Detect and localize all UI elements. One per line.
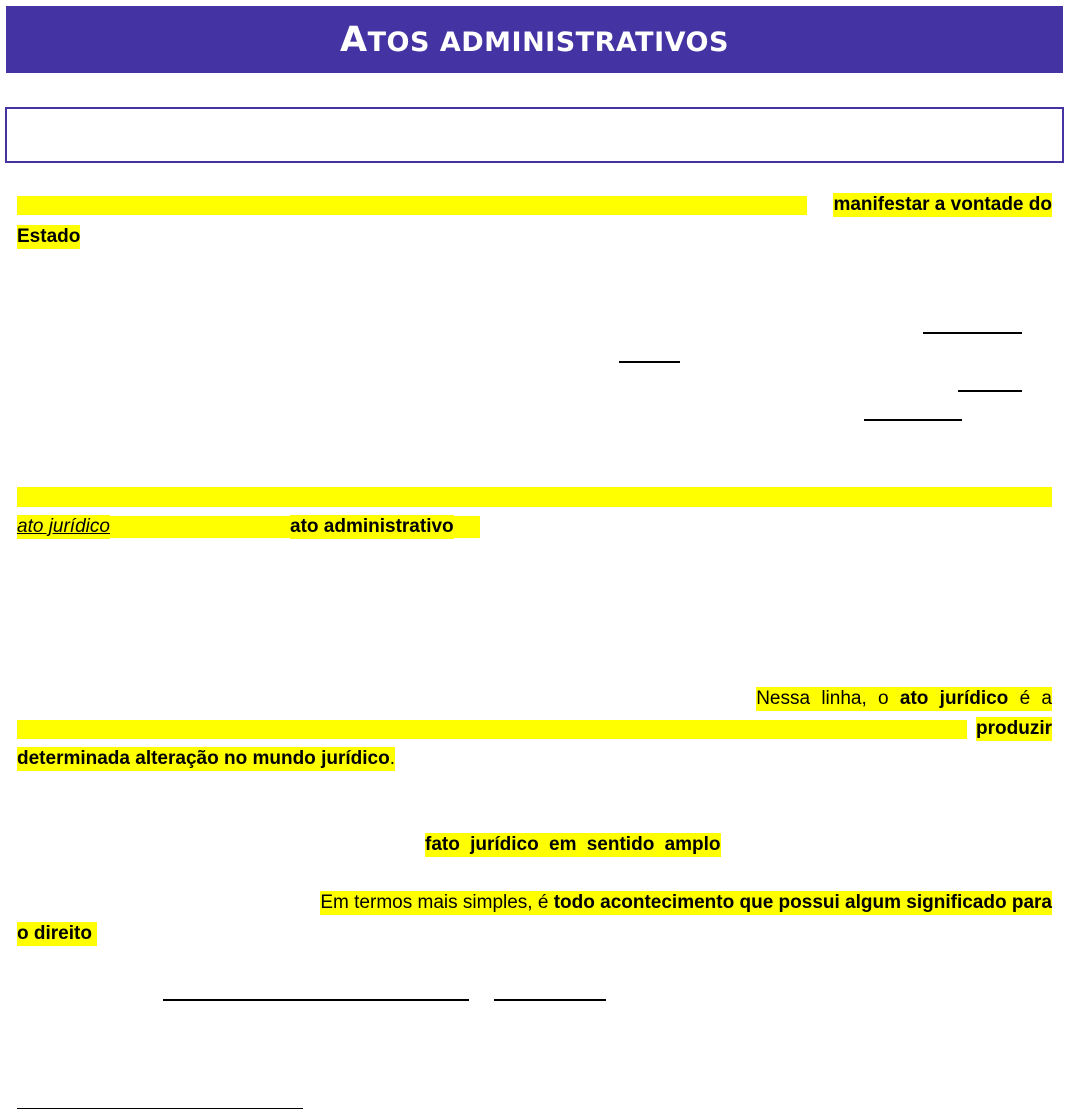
underline-mark <box>494 999 606 1001</box>
summary-box <box>5 107 1064 163</box>
para3-line1: Nessa linha, o ato jurídico é a <box>756 688 1052 709</box>
term-ato-administrativo: ato administrativo <box>290 516 454 537</box>
underline-mark <box>864 419 962 421</box>
highlight-band <box>17 196 807 215</box>
chapter-title: ATOS ADMINISTRATIVOS <box>340 19 729 60</box>
term-fato-juridico: fato jurídico em sentido amplo <box>425 834 721 855</box>
highlight-band <box>17 720 967 739</box>
highlight-band <box>17 487 1052 507</box>
footnote-separator <box>17 1108 303 1109</box>
para3-bold-produzir: produzir <box>976 718 1052 739</box>
para3-line3: determinada alteração no mundo jurídico. <box>17 748 395 769</box>
chapter-header-banner <box>6 6 1063 73</box>
underline-mark <box>923 332 1022 334</box>
para5-line1: Em termos mais simples, é todo acontecimento que possui algum significado para <box>320 892 1052 913</box>
underline-mark <box>958 390 1022 392</box>
para1-bold-line2: Estado <box>17 226 81 247</box>
para5-line2: o direito <box>17 922 97 946</box>
underline-mark <box>163 999 469 1001</box>
underline-mark <box>619 361 680 363</box>
term-ato-juridico: ato jurídico <box>17 516 110 537</box>
para1-bold-line1: manifestar a vontade do <box>833 194 1052 215</box>
